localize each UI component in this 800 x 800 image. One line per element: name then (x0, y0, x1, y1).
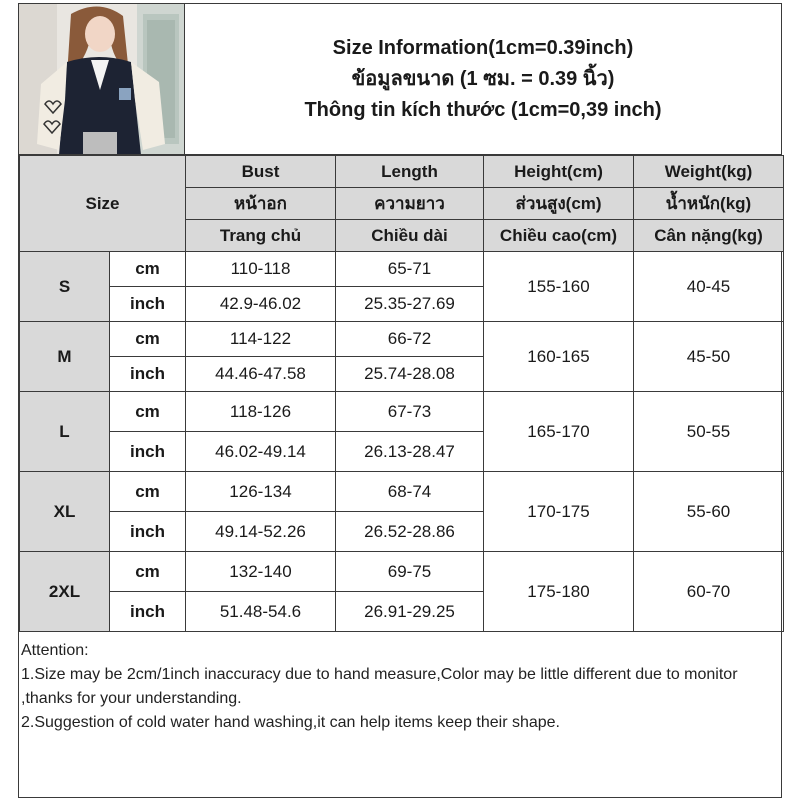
length-cm: 69-75 (336, 552, 484, 592)
attention-note-2: 2.Suggestion of cold water hand washing,it can help items keep their shape. (21, 714, 560, 731)
col-weight-en: Weight(kg) (634, 156, 784, 188)
weight: 60-70 (634, 552, 784, 632)
col-length-th: ความยาว (336, 188, 484, 220)
unit-inch: inch (110, 287, 186, 322)
length-inch: 25.74-28.08 (336, 357, 484, 392)
bust-inch: 44.46-47.58 (186, 357, 336, 392)
bust-cm: 118-126 (186, 392, 336, 432)
bust-inch: 49.14-52.26 (186, 512, 336, 552)
title-thai: ข้อมูลขนาด (1 ซม. = 0.39 นิ้ว) (351, 67, 615, 90)
col-weight-th: น้ำหนัก(kg) (634, 188, 784, 220)
length-inch: 26.91-29.25 (336, 592, 484, 632)
weight: 50-55 (634, 392, 784, 472)
weight: 55-60 (634, 472, 784, 552)
attention-notes (21, 639, 777, 735)
table-row (20, 552, 784, 592)
size-chart-sheet (18, 3, 782, 798)
attention-heading: Attention: (21, 642, 89, 659)
bust-cm: 114-122 (186, 322, 336, 357)
col-height-vi: Chiều cao(cm) (484, 220, 634, 252)
table-row (20, 392, 784, 432)
length-cm: 67-73 (336, 392, 484, 432)
col-length-vi: Chiều dài (336, 220, 484, 252)
table-row (20, 252, 784, 287)
bust-inch: 51.48-54.6 (186, 592, 336, 632)
unit-cm: cm (110, 322, 186, 357)
size-header: Size (20, 156, 186, 252)
length-cm: 65-71 (336, 252, 484, 287)
unit-inch: inch (110, 592, 186, 632)
col-weight-vi: Cân nặng(kg) (634, 220, 784, 252)
unit-cm: cm (110, 472, 186, 512)
attention-note-1: 1.Size may be 2cm/1inch inaccuracy due to hand measure,Color may be little different due to monitor ,thanks for your understanding. (21, 666, 738, 707)
unit-cm: cm (110, 552, 186, 592)
title-block (185, 4, 781, 155)
height: 160-165 (484, 322, 634, 392)
height: 175-180 (484, 552, 634, 632)
bust-cm: 126-134 (186, 472, 336, 512)
product-photo (19, 4, 185, 155)
length-cm: 68-74 (336, 472, 484, 512)
col-bust-en: Bust (186, 156, 336, 188)
bust-inch: 42.9-46.02 (186, 287, 336, 322)
size-label: XL (20, 472, 110, 552)
length-inch: 25.35-27.69 (336, 287, 484, 322)
unit-inch: inch (110, 512, 186, 552)
unit-inch: inch (110, 357, 186, 392)
length-cm: 66-72 (336, 322, 484, 357)
col-bust-vi: Trang chủ (186, 220, 336, 252)
col-bust-th: หน้าอก (186, 188, 336, 220)
size-label: L (20, 392, 110, 472)
bust-cm: 132-140 (186, 552, 336, 592)
length-inch: 26.52-28.86 (336, 512, 484, 552)
col-length-en: Length (336, 156, 484, 188)
size-label: S (20, 252, 110, 322)
col-height-th: ส่วนสูง(cm) (484, 188, 634, 220)
unit-cm: cm (110, 252, 186, 287)
table-row (20, 472, 784, 512)
model-illustration (19, 4, 185, 155)
unit-inch: inch (110, 432, 186, 472)
weight: 45-50 (634, 322, 784, 392)
unit-cm: cm (110, 392, 186, 432)
height: 155-160 (484, 252, 634, 322)
title-english: Size Information(1cm=0.39inch) (332, 36, 634, 59)
length-inch: 26.13-28.47 (336, 432, 484, 472)
header-row-english (20, 156, 784, 188)
size-label: M (20, 322, 110, 392)
title-vietnamese: Thông tin kích thước (1cm=0,39 inch) (304, 98, 662, 121)
bust-cm: 110-118 (186, 252, 336, 287)
bust-inch: 46.02-49.14 (186, 432, 336, 472)
weight: 40-45 (634, 252, 784, 322)
height: 165-170 (484, 392, 634, 472)
col-height-en: Height(cm) (484, 156, 634, 188)
size-label: 2XL (20, 552, 110, 632)
table-row (20, 322, 784, 357)
height: 170-175 (484, 472, 634, 552)
size-table (19, 155, 784, 632)
